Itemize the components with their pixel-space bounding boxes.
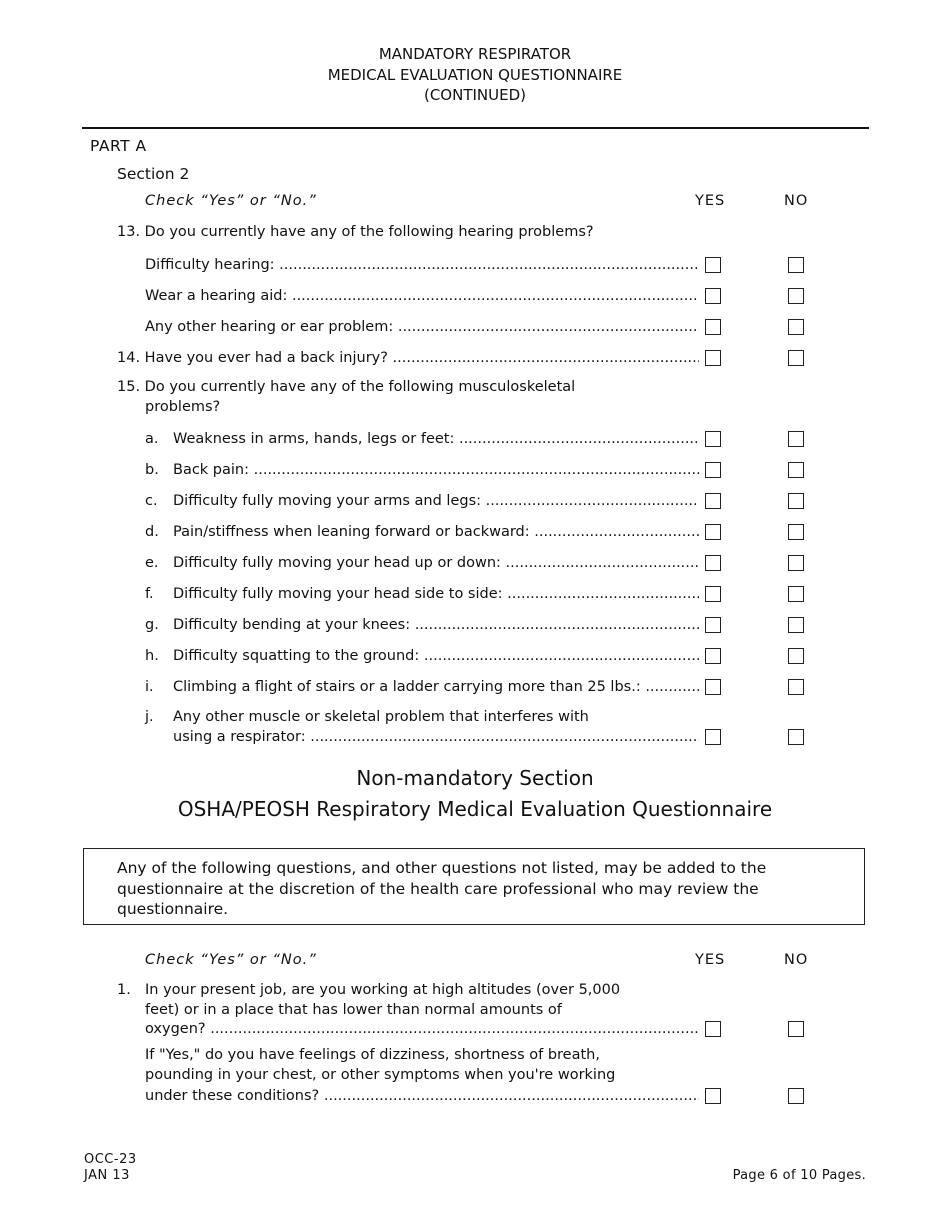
item-letter: a. (145, 431, 159, 447)
nm-question-1-line1: In your present job, are you working at high altitudes (over 5,000 (145, 982, 621, 998)
item-letter: f. (145, 586, 154, 602)
no-checkbox[interactable] (788, 648, 804, 664)
question-label: 14. Have you ever had a back injury? ..... (117, 347, 699, 369)
yes-checkbox[interactable] (705, 524, 721, 540)
no-checkbox[interactable] (788, 524, 804, 540)
check-instruction-2: Check “Yes” or “No.” (145, 952, 317, 968)
question-13-item-2 (0, 285, 950, 307)
nm-followup-line2: pounding in your chest, or other symptoms when you're working (145, 1066, 616, 1083)
question-label: Climbing a flight of stairs or a ladder carrying more than 25 lbs.: ..... (173, 676, 699, 698)
yes-checkbox[interactable] (705, 617, 721, 633)
item-letter-j: j. (145, 709, 154, 725)
question-15-item-b (0, 459, 950, 481)
note-line-1: Any of the following questions, and other questions not listed, may be added to the (117, 859, 767, 877)
question-15-item-d (0, 521, 950, 543)
question-15-text (117, 378, 575, 417)
non-mandatory-section-subtitle: OSHA/PEOSH Respiratory Medical Evaluation Questionnaire (177, 797, 773, 821)
note-line-3: questionnaire. (117, 900, 229, 918)
yes-checkbox[interactable] (705, 648, 721, 664)
item-letter: i. (145, 679, 154, 695)
no-checkbox[interactable] (788, 319, 804, 335)
question-13-item-3 (0, 316, 950, 338)
note-line-2: questionnaire at the discretion of the health care professional who may review the (117, 879, 759, 898)
yes-checkbox[interactable] (705, 257, 721, 273)
form-code: OCC-23 (84, 1152, 137, 1167)
question-label: Difficulty fully moving your head side to side: ..... (173, 583, 699, 605)
question-label: Weakness in arms, hands, legs or feet: ..... (173, 428, 699, 450)
section-2-label: Section 2 (117, 165, 190, 183)
question-label: Difficulty squatting to the ground: ..... (173, 645, 699, 667)
yes-checkbox[interactable] (705, 350, 721, 366)
yes-checkbox[interactable] (705, 1088, 721, 1104)
item-letter: e. (145, 555, 159, 571)
question-13-text: 13. Do you currently have any of the following hearing problems? (117, 224, 594, 240)
yes-column-header: YES (695, 193, 726, 209)
page-number: Page 6 of 10 Pages. (732, 1168, 866, 1183)
question-15-item-a (0, 428, 950, 450)
item-letter: d. (145, 524, 159, 540)
question-label: Difficulty hearing: ..... (145, 254, 699, 276)
question-15-item-j-line1: Any other muscle or skeletal problem that interferes with (173, 709, 589, 725)
no-checkbox[interactable] (788, 257, 804, 273)
question-15-item-j (0, 726, 950, 748)
nm-question-1-text (145, 981, 620, 1020)
yes-checkbox[interactable] (705, 431, 721, 447)
item-letter: g. (145, 617, 159, 633)
item-letter: c. (145, 493, 158, 509)
question-15-item-e (0, 552, 950, 574)
question-label: using a respirator: ..... (173, 726, 699, 748)
header-divider (82, 127, 869, 129)
question-15-item-f (0, 583, 950, 605)
no-checkbox[interactable] (788, 679, 804, 695)
question-15-line2: problems? (145, 398, 221, 415)
no-checkbox[interactable] (788, 586, 804, 602)
no-checkbox[interactable] (788, 617, 804, 633)
question-13-item-1 (0, 254, 950, 276)
no-checkbox[interactable] (788, 431, 804, 447)
no-checkbox[interactable] (788, 493, 804, 509)
form-date: JAN 13 (84, 1168, 130, 1183)
question-15-item-h (0, 645, 950, 667)
yes-checkbox[interactable] (705, 679, 721, 695)
question-14 (0, 347, 950, 369)
nm-question-1-number: 1. (117, 982, 131, 998)
no-checkbox[interactable] (788, 288, 804, 304)
no-checkbox[interactable] (788, 350, 804, 366)
note-box (83, 848, 865, 925)
question-label: Any other hearing or ear problem: ..... (145, 316, 699, 338)
yes-column-header-2: YES (695, 952, 726, 968)
header-title-line3: (CONTINUED) (423, 86, 527, 104)
nm-followup-line1: If "Yes," do you have feelings of dizziness, shortness of breath, (145, 1047, 600, 1063)
yes-checkbox[interactable] (705, 1021, 721, 1037)
item-letter: h. (145, 648, 159, 664)
check-instruction: Check “Yes” or “No.” (145, 193, 317, 209)
no-checkbox[interactable] (788, 555, 804, 571)
question-15-line1: 15. Do you currently have any of the following musculoskeletal (117, 379, 576, 395)
question-label: Difficulty fully moving your arms and legs: ..... (173, 490, 699, 512)
document-header (0, 44, 950, 106)
question-15-item-i (0, 676, 950, 698)
non-mandatory-section-title: Non-mandatory Section (356, 766, 594, 790)
part-a-label: PART A (90, 137, 147, 155)
nm-question-1-followup-text (145, 1046, 615, 1085)
question-15-item-c (0, 490, 950, 512)
nm-question-1-line2: feet) or in a place that has lower than normal amounts of (145, 1001, 562, 1018)
nm-question-1 (0, 1018, 950, 1040)
no-checkbox[interactable] (788, 1088, 804, 1104)
question-15-item-g (0, 614, 950, 636)
question-label: Pain/stiffness when leaning forward or backward: ..... (173, 521, 699, 543)
item-letter: b. (145, 462, 159, 478)
no-checkbox[interactable] (788, 729, 804, 745)
note-text (117, 858, 766, 920)
yes-checkbox[interactable] (705, 462, 721, 478)
no-column-header: NO (784, 193, 809, 209)
yes-checkbox[interactable] (705, 319, 721, 335)
yes-checkbox[interactable] (705, 493, 721, 509)
no-checkbox[interactable] (788, 462, 804, 478)
question-label: Back pain: ..... (173, 459, 699, 481)
nm-question-1-followup (0, 1085, 950, 1107)
yes-checkbox[interactable] (705, 586, 721, 602)
header-title-line1: MANDATORY RESPIRATOR (378, 45, 572, 63)
footer-form-info (84, 1152, 137, 1184)
header-title-line2: MEDICAL EVALUATION QUESTIONNAIRE (327, 65, 623, 84)
yes-checkbox[interactable] (705, 729, 721, 745)
question-label: Difficulty fully moving your head up or down: ..... (173, 552, 699, 574)
question-label: oxygen? ..... (145, 1018, 699, 1040)
question-label: Wear a hearing aid: ..... (145, 285, 699, 307)
question-label: under these conditions? ..... (145, 1085, 699, 1107)
no-checkbox[interactable] (788, 1021, 804, 1037)
no-column-header-2: NO (784, 952, 809, 968)
yes-checkbox[interactable] (705, 288, 721, 304)
question-label: Difficulty bending at your knees: ..... (173, 614, 699, 636)
yes-checkbox[interactable] (705, 555, 721, 571)
